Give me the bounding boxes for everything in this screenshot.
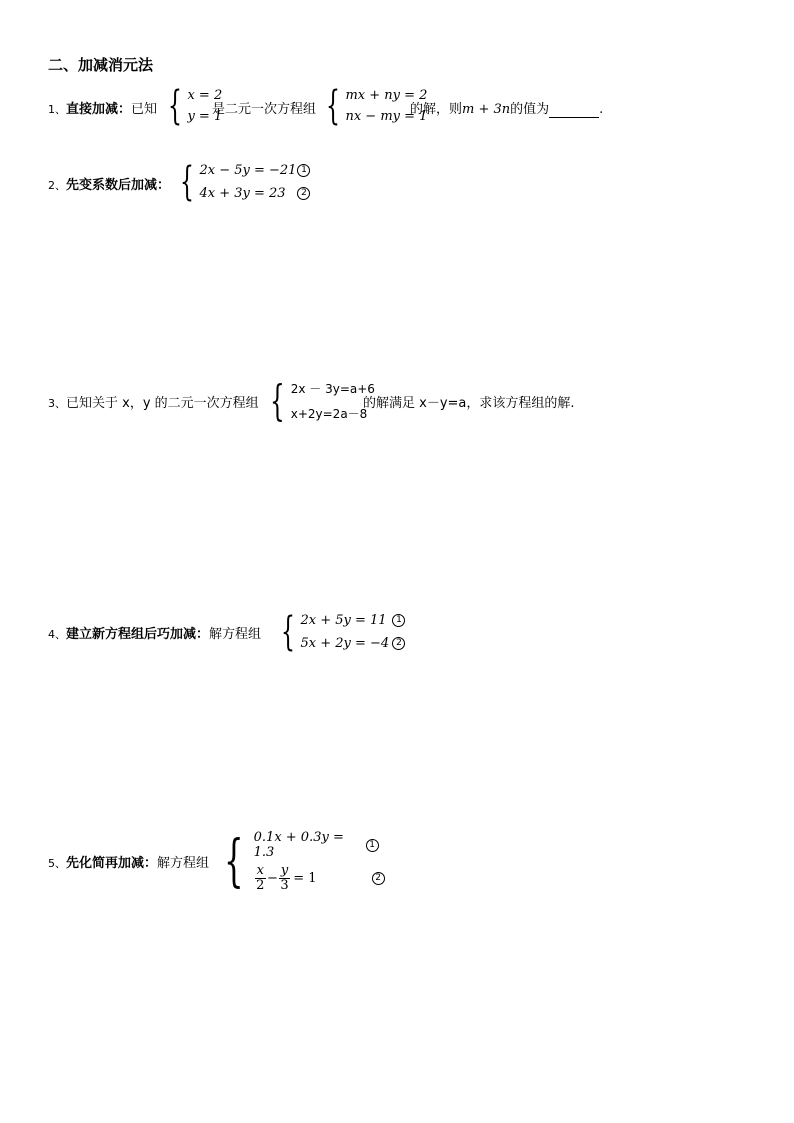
section-title: 二、加减消元法	[48, 56, 154, 74]
question-label: 直接加减：	[66, 102, 132, 117]
left-brace: {	[224, 828, 244, 894]
q1-text-d: 的值为	[510, 102, 550, 117]
q1-end: .	[599, 102, 604, 117]
equation-2: x+2y=2a－8	[290, 407, 368, 421]
solution-y: y = 1	[187, 109, 223, 124]
question-4	[48, 627, 261, 643]
equation-rhs: = 1	[293, 871, 317, 886]
question-text: 已知关于 x，y 的二元一次方程组	[66, 396, 259, 411]
left-brace: {	[168, 83, 182, 129]
question-number: 2、	[48, 179, 66, 192]
equation-2: nx − my = 1	[345, 109, 428, 124]
question-1	[48, 102, 157, 118]
equation-1: 2x − 5y = −21	[199, 163, 297, 178]
q1-expression: m + 3n	[462, 102, 511, 117]
question-2	[48, 178, 170, 194]
equation-2	[254, 864, 366, 893]
circled-number-2: 2	[297, 187, 310, 200]
question-number: 3、	[48, 397, 66, 410]
left-brace: {	[270, 376, 285, 425]
circled-number-1: 1	[366, 839, 379, 852]
q1-text-b: 是二元一次方程组	[212, 102, 317, 117]
question-5	[48, 856, 209, 872]
q4-equation-system	[281, 609, 405, 655]
q2-equation-system	[180, 159, 310, 205]
q1-text-c: 的解，则	[410, 102, 463, 117]
question-text: 已知	[131, 102, 158, 117]
q1-tail	[410, 102, 603, 118]
equation-1: 0.1x + 0.3y = 1.3	[253, 830, 344, 860]
question-text: 解方程组	[209, 627, 262, 642]
question-number: 1、	[48, 103, 66, 116]
question-label: 先变系数后加减：	[66, 178, 171, 193]
question-number: 5、	[48, 857, 66, 870]
circled-number-1: 1	[297, 164, 310, 177]
fraction-x-over-2: $\frac{x}{2}$	[256, 863, 265, 893]
circled-number-1: 1	[392, 614, 405, 627]
question-3	[48, 396, 259, 412]
circled-number-2: 2	[392, 637, 405, 650]
equation-2: 4x + 3y = 23	[199, 186, 286, 201]
answer-blank[interactable]	[549, 105, 599, 118]
equation-1: 2x + 5y = 11	[300, 613, 387, 628]
question-number: 4、	[48, 628, 66, 641]
equation-2: 5x + 2y = −4	[300, 636, 390, 651]
fraction-y-over-3: $\frac{y}{3}$	[280, 863, 289, 893]
q5-equation-system	[224, 830, 385, 893]
left-brace: {	[180, 159, 194, 205]
equation-1: mx + ny = 2	[345, 88, 428, 103]
equation-1: 2x － 3y=a+6	[290, 382, 375, 396]
left-brace: {	[281, 609, 295, 655]
question-label: 先化简再加减：	[66, 856, 158, 871]
circled-number-2: 2	[372, 872, 385, 885]
left-brace: {	[326, 83, 340, 129]
question-label: 建立新方程组后巧加减：	[66, 627, 210, 642]
minus-sign: −	[266, 871, 278, 886]
solution-x: x = 2	[187, 88, 223, 103]
question-text: 解方程组	[157, 856, 210, 871]
q3-equation-system	[270, 376, 375, 425]
q3-text-b: 的解满足 x－y=a，求该方程组的解.	[363, 396, 575, 411]
